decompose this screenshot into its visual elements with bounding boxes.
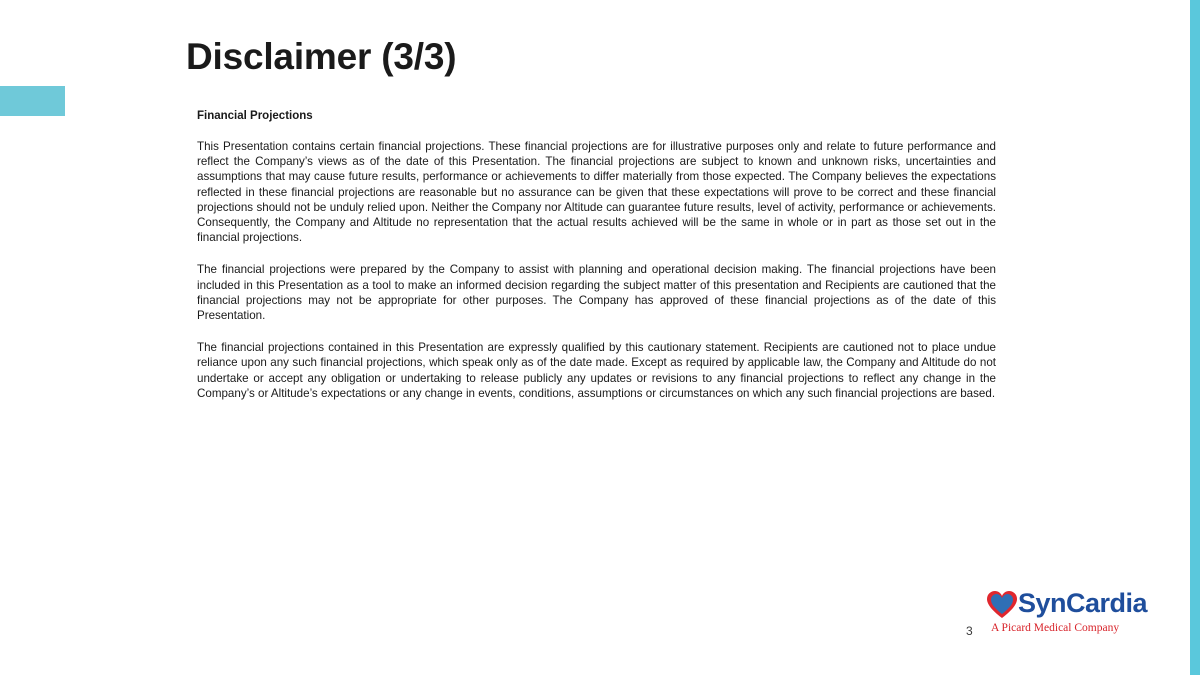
right-accent-bar <box>1190 0 1200 675</box>
section-heading: Financial Projections <box>197 110 313 122</box>
page-number: 3 <box>966 624 973 638</box>
page-title: Disclaimer (3/3) <box>186 36 457 77</box>
body-text <box>197 139 996 401</box>
paragraph: The financial projections contained in this Presentation are expressly qualified by this cautionary statement. Recipients are cautioned not to place undue reliance upon any such financial projections, which speak only as of the date made. Except as required by applicable law, the Company and Altitude do not undertake or accept any obligation or undertaking to release publicly any updates or revisions to any financial projections to reflect any change in the Company’s or Altitude’s expectations or any change in events, conditions, assumptions or circumstances on which any such financial projections are based. <box>197 341 996 400</box>
logo-wordmark: SynCardia <box>1018 588 1148 618</box>
paragraph: This Presentation contains certain financial projections. These financial projections are for illustrative purposes only and relate to future performance and reflect the Company’s views as of the date of this Presentation. The financial projections are subject to known and unknown risks, uncertainties and assumptions that may cause future results, performance or achievements to differ materially from those expected. The Company believes the expectations reflected in these financial projections are reasonable but no assurance can be given that these expectations will prove to be correct and these financial projections should not be unduly relied upon. Neither the Company nor Altitude can guarantee future results, level of activity, performance or achievements. Consequently, the Company and Altitude no representation that the actual results achieved will be the same in whole or in part as those set out in the financial projections. <box>197 140 996 245</box>
heart-icon <box>986 590 1018 620</box>
left-accent-block <box>0 86 65 116</box>
logo-tagline: A Picard Medical Company <box>991 622 1120 634</box>
company-logo <box>986 588 1156 640</box>
paragraph: The financial projections were prepared by the Company to assist with planning and operational decision making. The financial projections have been included in this Presentation as a tool to make an informed decision regarding the subject matter of this presentation and Recipients are cautioned that the financial projections may not be appropriate for other purposes. The Company has approved of these financial projections as of the date of this Presentation. <box>197 263 996 323</box>
